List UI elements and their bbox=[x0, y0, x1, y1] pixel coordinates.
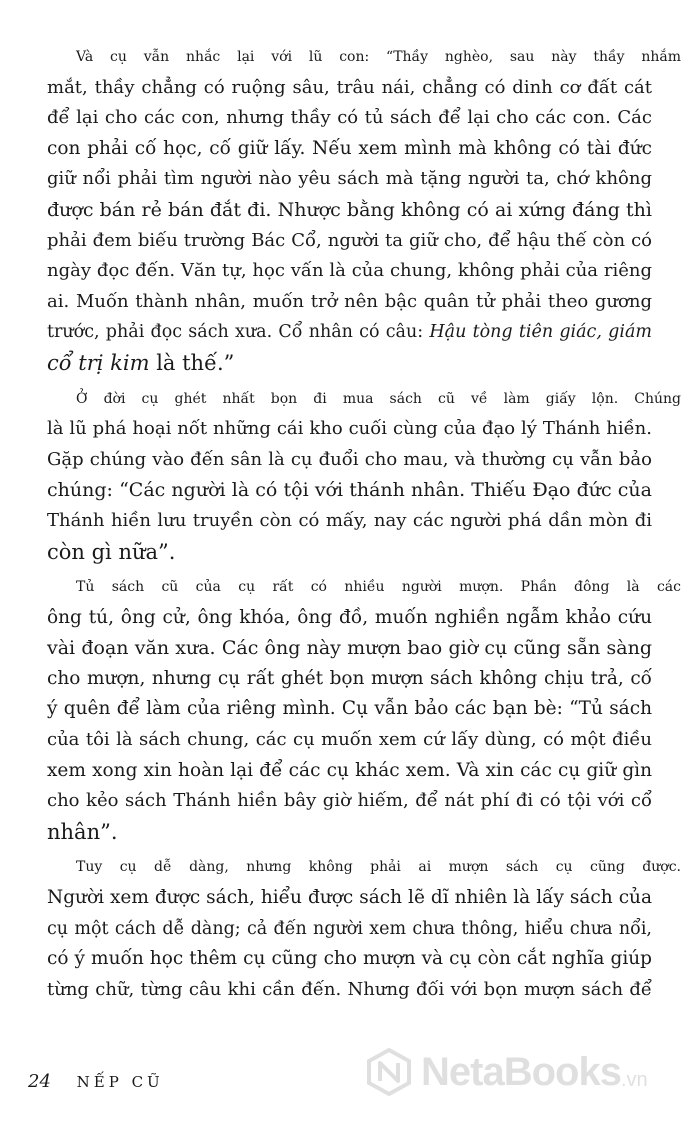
text-line: Và cụ vẫn nhắc lại với lũ con: “Thầy nghèo, sau này thầy nhắm bbox=[76, 49, 681, 65]
italic-quote: Hậu tòng tiên giác, giám bbox=[429, 322, 652, 343]
running-title: NẾP CŨ bbox=[76, 1073, 164, 1091]
text-line: cho kẻo sách Thánh hiền bây giờ hiếm, để nát phí đi có tội với cổ bbox=[47, 790, 652, 812]
netabooks-logo-icon bbox=[365, 1048, 413, 1096]
text-span: là thế.” bbox=[149, 350, 235, 375]
italic-quote: cổ trị kim bbox=[47, 350, 150, 375]
text-line: Gặp chúng vào đến sân là cụ đuổi cho mau, và thường cụ vẫn bảo bbox=[47, 448, 652, 470]
text-line: chúng: “Các người là có tội với thánh nhân. Thiếu Đạo đức của bbox=[47, 479, 652, 502]
paragraph-3 bbox=[47, 572, 681, 847]
text-line: Tủ sách cũ của cụ rất có nhiều người mượn. Phần đông là các bbox=[76, 579, 681, 596]
text-line: ai. Muốn thành nhân, muốn trở nên bậc quân tử phải theo gương bbox=[47, 290, 652, 312]
text-line: còn gì nữa”. bbox=[47, 539, 176, 564]
text-line-with-italic bbox=[47, 317, 652, 348]
text-line: là lũ phá hoại nốt những cái kho cuối cùng của đạo lý Thánh hiền. bbox=[47, 418, 652, 440]
text-line-with-italic bbox=[47, 348, 652, 379]
text-line: ngày đọc đến. Văn tự, học vấn là của chung, không phải của riêng bbox=[47, 260, 652, 282]
text-line: Thánh hiền lưu truyền còn có mấy, nay các người phá dần mòn đi bbox=[47, 509, 652, 531]
text-line: cho mượn, nhưng cụ rất ghét bọn mượn sách không chịu trả, cố bbox=[47, 667, 652, 689]
paragraph-4 bbox=[47, 852, 681, 1005]
page-footer bbox=[28, 1072, 164, 1092]
text-line: được bán rẻ bán đắt đi. Nhược bằng không có ai xứng đáng thì bbox=[47, 198, 652, 221]
text-line: để lại cho các con, nhưng thầy có tủ sách để lại cho các con. Các bbox=[47, 107, 652, 129]
watermark bbox=[365, 1042, 685, 1102]
text-line: Người xem được sách, hiểu được sách lẽ dĩ nhiên là lấy sách của bbox=[47, 887, 652, 909]
text-line: nhân”. bbox=[47, 819, 118, 844]
text-line: giữ nổi phải tìm người nào yêu sách mà tặng người ta, chớ không bbox=[47, 168, 652, 190]
text-line: xem xong xin hoàn lại để các cụ khác xem. Và xin các cụ giữ gìn bbox=[47, 759, 652, 781]
paragraph-2 bbox=[47, 384, 681, 568]
page-body bbox=[47, 42, 681, 1005]
text-line: cụ một cách dễ dàng; cả đến người xem chưa thông, hiểu chưa nổi, bbox=[47, 918, 652, 939]
text-line: Tuy cụ dễ dàng, nhưng không phải ai mượn sách cụ cũng được. bbox=[76, 859, 681, 876]
text-line: mắt, thầy chẳng có ruộng sâu, trâu nái, chẳng có dinh cơ đất cát bbox=[47, 76, 652, 98]
text-span: trước, phải đọc sách xưa. Cổ nhân có câu: bbox=[47, 322, 430, 343]
page-number: 24 bbox=[28, 1071, 51, 1092]
text-line: có ý muốn học thêm cụ cũng cho mượn và cụ còn cắt nghĩa giúp bbox=[47, 948, 652, 970]
watermark-suffix: .vn bbox=[620, 1069, 648, 1091]
paragraph-1 bbox=[47, 42, 681, 379]
text-line: ông tú, ông cử, ông khóa, ông đồ, muốn nghiền ngẫm khảo cứu bbox=[47, 606, 652, 628]
text-line: Ở đời cụ ghét nhất bọn đi mua sách cũ về làm giấy lộn. Chúng bbox=[76, 390, 681, 407]
text-line: ý quên để làm của riêng mình. Cụ vẫn bảo các bạn bè: “Tủ sách bbox=[47, 698, 652, 720]
text-line: con phải cố học, cố giữ lấy. Nếu xem mình mà không có tài đức bbox=[47, 137, 652, 159]
text-line: phải đem biếu trường Bác Cổ, người ta giữ cho, để hậu thế còn có bbox=[47, 229, 652, 251]
text-line: vài đoạn văn xưa. Các ông này mượn bao giờ cụ cũng sẵn sàng bbox=[47, 637, 652, 660]
text-line: của tôi là sách chung, các cụ muốn xem cứ lấy dùng, có một điều bbox=[47, 729, 652, 751]
watermark-brand: NetaBooks bbox=[421, 1049, 621, 1094]
text-line: từng chữ, từng câu khi cần đến. Nhưng đối với bọn mượn sách để bbox=[47, 978, 652, 1000]
